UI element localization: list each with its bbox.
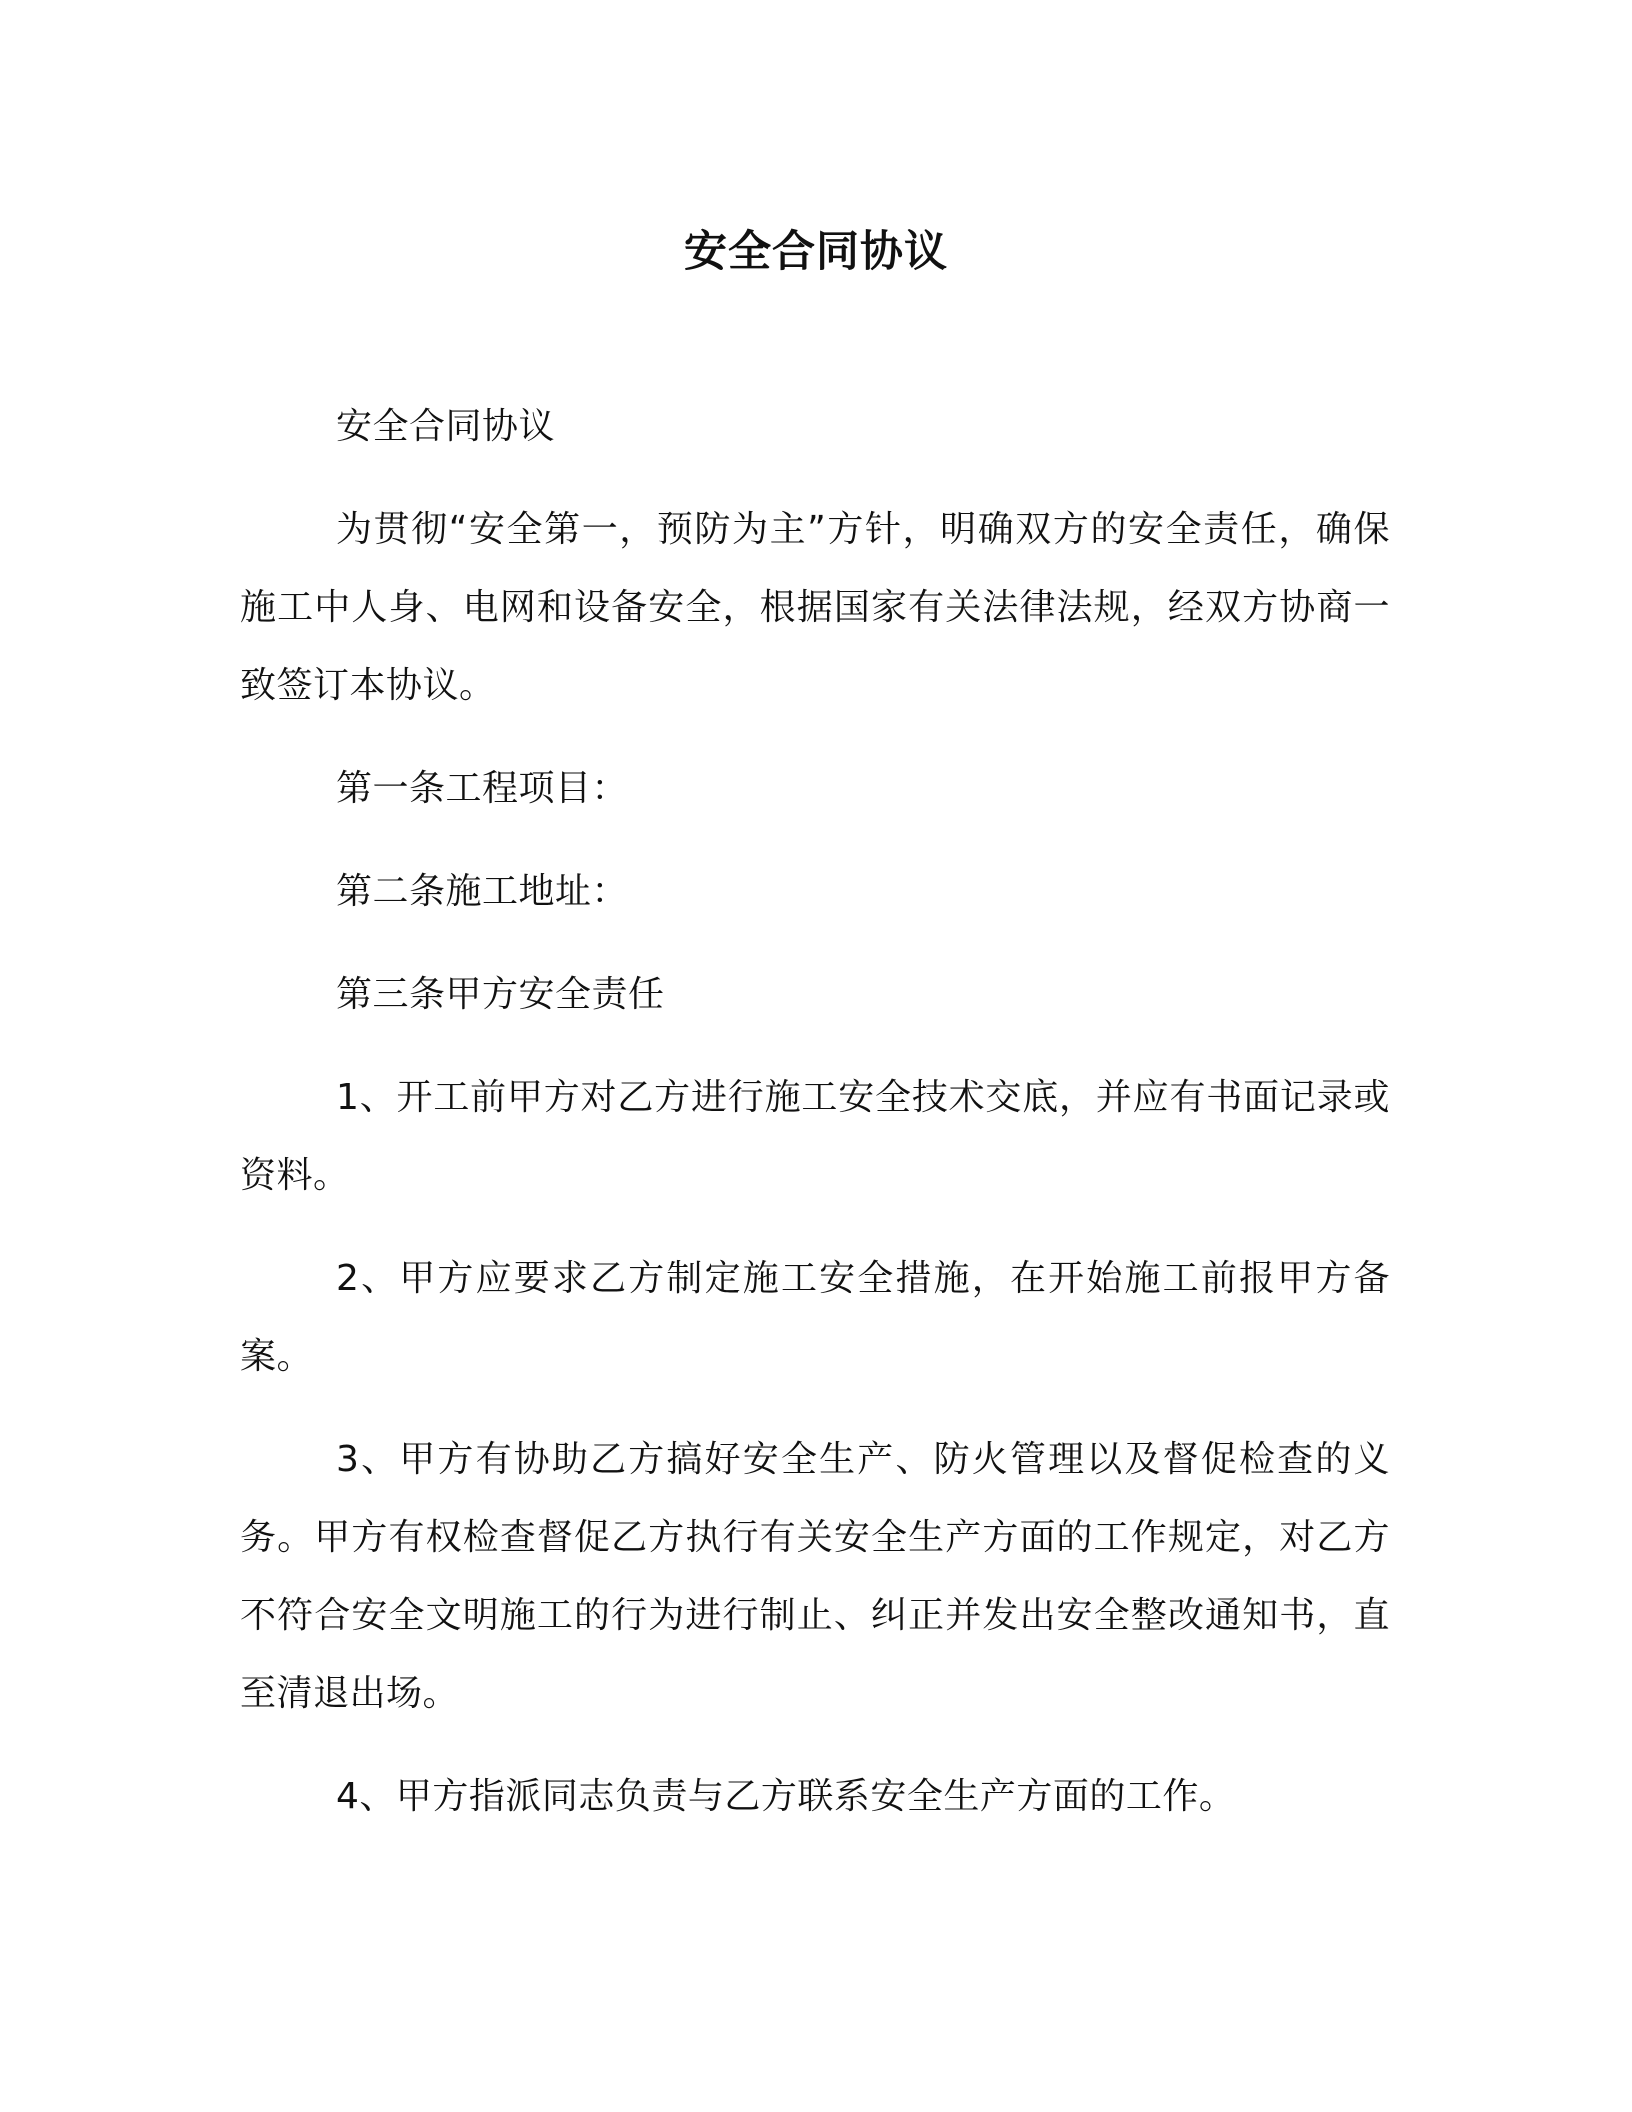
paragraph-clause-2: 2、甲方应要求乙方制定施工安全措施，在开始施工前报甲方备案。 (240, 1258, 1390, 1377)
paragraph-preamble: 为贯彻“安全第一，预防为主”方针，明确双方的安全责任，确保施工中人身、电网和设备安全，根据国家有关法律法规，经双方协商一致签订本协议。 (240, 509, 1390, 706)
paragraph-article-1: 第一条工程项目： (336, 768, 629, 809)
paragraph-article-2: 第二条施工地址： (336, 871, 629, 912)
paragraph-clause-4: 4、甲方指派同志负责与乙方联系安全生产方面的工作。 (336, 1776, 1236, 1817)
paragraph-clause-3: 3、甲方有协助乙方搞好安全生产、防火管理以及督促检查的义务。甲方有权检查督促乙方执行有关安全生产方面的工作规定，对乙方不符合安全文明施工的行为进行制止、纠正并发出安全整改通知书，直至清退出场。 (240, 1439, 1390, 1714)
document-title: 安全合同协议 (684, 227, 948, 277)
document-body (240, 388, 1390, 1861)
paragraph-heading: 安全合同协议 (336, 406, 556, 447)
paragraph-clause-1: 1、开工前甲方对乙方进行施工安全技术交底，并应有书面记录或资料。 (240, 1077, 1390, 1196)
paragraph-article-3: 第三条甲方安全责任 (336, 974, 665, 1015)
